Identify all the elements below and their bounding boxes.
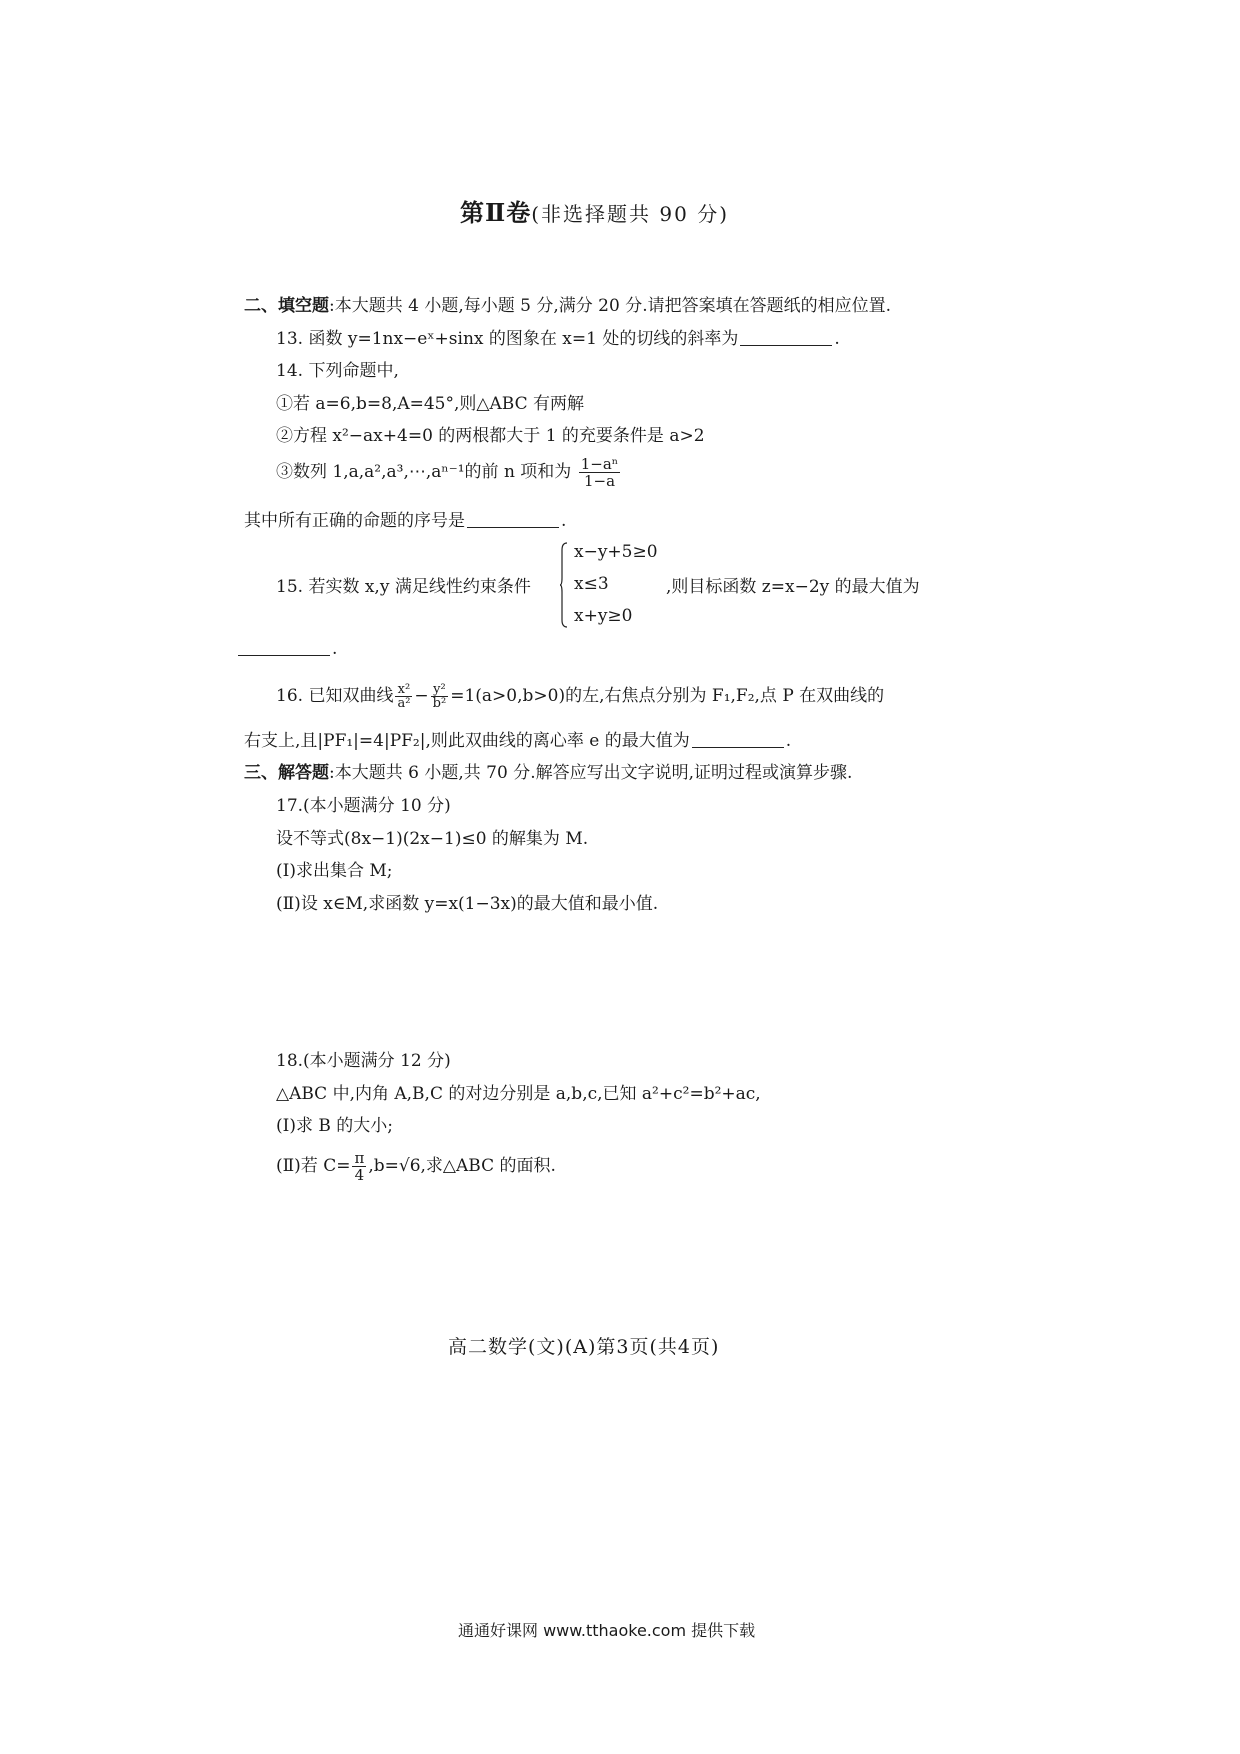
section3-label: 三、解答题 <box>244 763 329 783</box>
source-credit: 通通好课网 www.tthaoke.com 提供下载 <box>458 1621 756 1640</box>
page-title <box>460 193 729 228</box>
q13-end: . <box>834 329 840 349</box>
q18-fraction <box>352 1150 366 1183</box>
q14-opt3-text: ③数列 1,a,a²,a³,⋯,aⁿ⁻¹的前 n 项和为 <box>276 462 572 482</box>
q14-fraction-numerator: 1−aⁿ <box>580 455 619 473</box>
question-14-option-1: ①若 a=6,b=8,A=45°,则△ABC 有两解 <box>276 394 584 414</box>
question-14-stem: 14. 下列命题中, <box>276 361 399 381</box>
question-14-option-2: ②方程 x²−ax+4=0 的两根都大于 1 的充要条件是 a>2 <box>276 426 705 446</box>
q16-fraction-y <box>431 683 449 710</box>
q18-fraction-denominator: 4 <box>354 1166 365 1184</box>
q16-minus: − <box>414 686 429 706</box>
section3-intro: :本大题共 6 小题,共 70 分.解答应写出文字说明,证明过程或演算步骤. <box>329 763 853 783</box>
q14-fraction <box>579 456 621 489</box>
answer-blank <box>740 331 832 346</box>
question-15-answer-line <box>236 638 337 660</box>
question-17-head: 17.(本小题满分 10 分) <box>276 796 451 816</box>
constraint-2: x≤3 <box>574 574 609 594</box>
question-14-option-3 <box>276 456 622 489</box>
q16-fraction-x <box>395 683 412 710</box>
title-main: 第Ⅱ卷 <box>460 198 532 227</box>
section2-heading <box>244 295 891 317</box>
q18-part2-prefix: (Ⅱ)若 C= <box>276 1156 351 1176</box>
q18-part2-suffix: ,b=√6,求△ABC 的面积. <box>368 1156 556 1176</box>
question-15-suffix: ,则目标函数 z=x−2y 的最大值为 <box>666 577 920 597</box>
page-footer: 高二数学(文)(A)第3页(共4页) <box>448 1336 720 1358</box>
answer-blank <box>692 733 784 748</box>
question-17-stem: 设不等式(8x−1)(2x−1)≤0 的解集为 M. <box>276 829 589 849</box>
q14-fraction-denominator: 1−a <box>583 472 616 490</box>
question-18-part-1: (Ⅰ)求 B 的大小; <box>276 1116 394 1136</box>
q14-end: . <box>561 511 567 531</box>
section2-label: 二、填空题 <box>244 296 329 316</box>
question-15-prefix: 15. 若实数 x,y 满足线性约束条件 <box>276 577 531 597</box>
q14-conclusion-text: 其中所有正确的命题的序号是 <box>244 511 465 531</box>
question-18-stem: △ABC 中,内角 A,B,C 的对边分别是 a,b,c,已知 a²+c²=b²+ac, <box>276 1084 761 1104</box>
question-17-part-2: (Ⅱ)设 x∈M,求函数 y=x(1−3x)的最大值和最小值. <box>276 894 659 914</box>
q16-line2-text: 右支上,且|PF₁|=4|PF₂|,则此双曲线的离心率 e 的最大值为 <box>244 731 690 751</box>
q16-prefix: 16. 已知双曲线 <box>276 686 394 706</box>
answer-blank <box>238 641 330 656</box>
q13-text: 13. 函数 y=1nx−eˣ+sinx 的图象在 x=1 处的切线的斜率为 <box>276 329 739 349</box>
q16-fraction-x-numerator: x² <box>395 683 412 697</box>
question-16 <box>276 683 884 710</box>
question-16-line-2 <box>244 730 791 752</box>
title-sub: (非选择题共 90 分) <box>531 202 730 226</box>
constraint-1: x−y+5≥0 <box>574 542 658 562</box>
q16-end: . <box>785 731 792 751</box>
section3-heading <box>244 762 852 784</box>
question-13 <box>276 328 840 350</box>
question-14-conclusion <box>244 510 566 532</box>
question-18-part-2 <box>276 1150 556 1183</box>
q18-fraction-numerator: π <box>354 1149 365 1167</box>
left-brace <box>560 542 568 628</box>
q16-suffix: =1(a>0,b>0)的左,右焦点分别为 F₁,F₂,点 P 在双曲线的 <box>450 686 885 706</box>
q16-fraction-y-numerator: y² <box>431 683 449 697</box>
section2-intro: :本大题共 4 小题,每小题 5 分,满分 20 分.请把答案填在答题纸的相应位置. <box>329 296 892 316</box>
q16-fraction-x-denominator: a² <box>397 696 411 711</box>
question-17-part-1: (Ⅰ)求出集合 M; <box>276 861 393 881</box>
q15-end: . <box>332 639 338 659</box>
answer-blank <box>467 513 559 528</box>
question-18-head: 18.(本小题满分 12 分) <box>276 1051 451 1071</box>
constraint-3: x+y≥0 <box>574 606 633 626</box>
q16-fraction-y-denominator: b² <box>432 696 447 711</box>
